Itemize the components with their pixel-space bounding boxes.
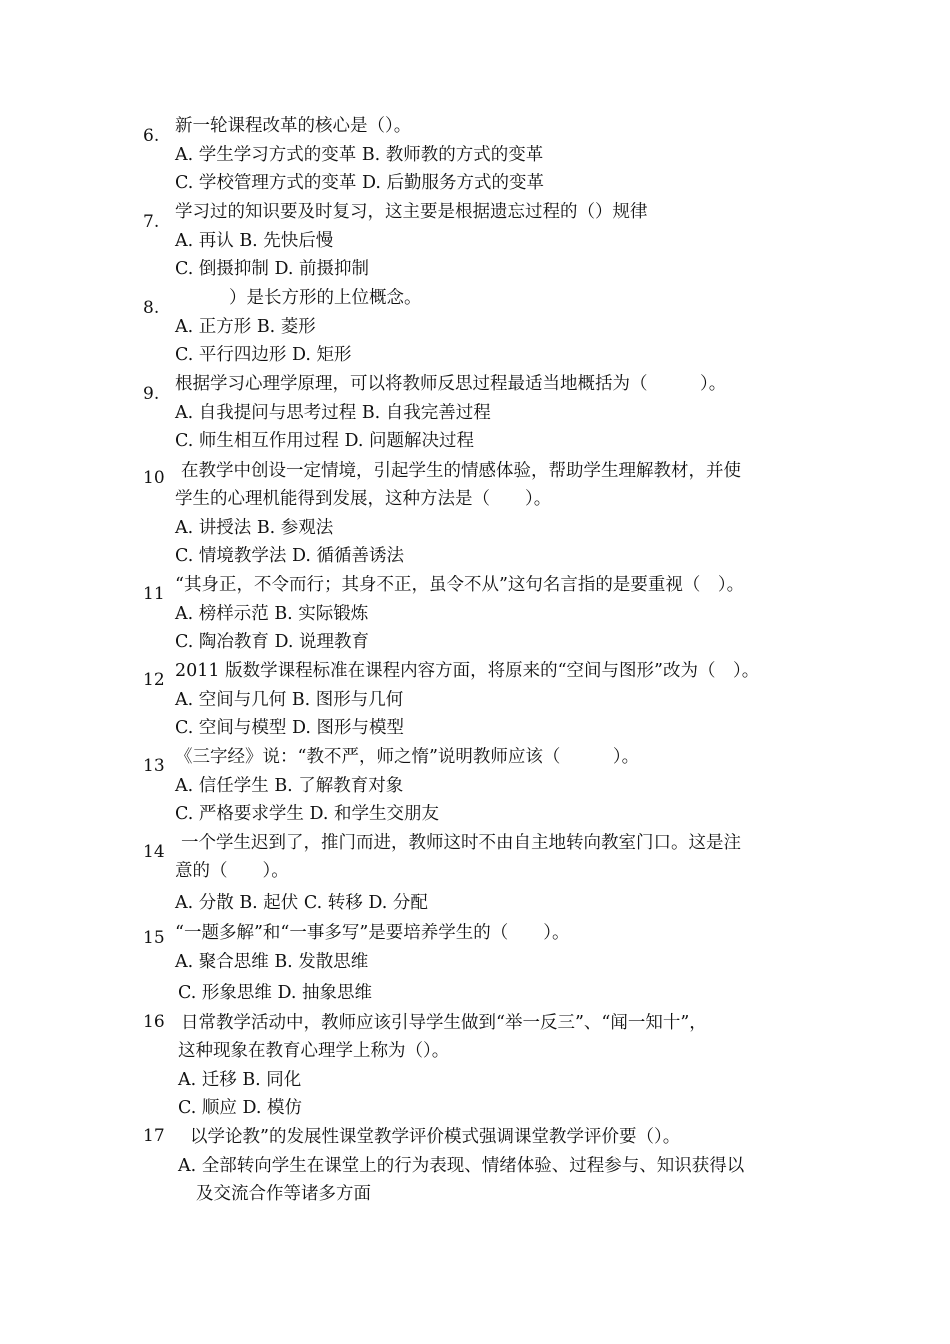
option-line: A. 迁移 B. 同化 bbox=[178, 1070, 302, 1090]
question-stem: 在教学中创设一定情境，引起学生的情感体验，帮助学生理解教材，并使 bbox=[181, 461, 741, 481]
option-line: 及交流合作等诸多方面 bbox=[196, 1184, 371, 1204]
option-line: A. 自我提问与思考过程 B. 自我完善过程 bbox=[175, 403, 491, 423]
option-line: C. 空间与模型 D. 图形与模型 bbox=[175, 718, 404, 738]
question-stem: 新一轮课程改革的核心是（）。 bbox=[175, 116, 412, 136]
option-line: A. 榜样示范 B. 实际锻炼 bbox=[175, 604, 369, 624]
option-line: A. 学生学习方式的变革 B. 教师教的方式的变革 bbox=[175, 145, 544, 165]
question-stem: 以学论教”的发展性课堂教学评价模式强调课堂教学评价要（）。 bbox=[190, 1127, 681, 1147]
option-line: C. 顺应 D. 模仿 bbox=[178, 1098, 302, 1118]
question-number: 12 bbox=[143, 670, 165, 690]
option-line: A. 聚合思维 B. 发散思维 bbox=[175, 952, 369, 972]
question-number: 8. bbox=[143, 298, 160, 318]
option-line: C. 严格要求学生 D. 和学生交朋友 bbox=[175, 804, 439, 824]
option-line: A. 信任学生 B. 了解教育对象 bbox=[175, 776, 404, 796]
question-number: 9. bbox=[143, 384, 160, 404]
question-stem: 根据学习心理学原理，可以将教师反思过程最适当地概括为（ ）。 bbox=[175, 374, 727, 394]
option-line: C. 学校管理方式的变革 D. 后勤服务方式的变革 bbox=[175, 173, 544, 193]
option-line: A. 空间与几何 B. 图形与几何 bbox=[175, 690, 404, 710]
question-number: 6. bbox=[143, 126, 160, 146]
question-number: 14 bbox=[143, 842, 165, 862]
question-stem: 日常教学活动中，教师应该引导学生做到“举一反三”、“闻一知十”， bbox=[181, 1013, 707, 1033]
question-stem: 《三字经》说：“教不严，师之惰”说明教师应该（ ）。 bbox=[175, 747, 640, 767]
option-line: C. 师生相互作用过程 D. 问题解决过程 bbox=[175, 431, 474, 451]
question-stem: 学生的心理机能得到发展，这种方法是（ ）。 bbox=[175, 489, 552, 509]
option-line: A. 讲授法 B. 参观法 bbox=[175, 518, 334, 538]
option-line: C. 陶冶教育 D. 说理教育 bbox=[175, 632, 369, 652]
option-line: C. 倒摄抑制 D. 前摄抑制 bbox=[175, 259, 369, 279]
question-stem: 2011 版数学课程标准在课程内容方面，将原来的“空间与图形”改为（ ）。 bbox=[175, 661, 760, 681]
option-line: A. 再认 B. 先快后慢 bbox=[175, 231, 334, 251]
question-number: 11 bbox=[143, 584, 165, 604]
question-stem: 这种现象在教育心理学上称为（）。 bbox=[178, 1041, 450, 1061]
option-line: A. 全部转向学生在课堂上的行为表现、情绪体验、过程参与、知识获得以 bbox=[178, 1156, 745, 1176]
option-line: A. 正方形 B. 菱形 bbox=[175, 317, 316, 337]
question-stem: 意的（ ）。 bbox=[175, 861, 289, 881]
option-line: C. 形象思维 D. 抽象思维 bbox=[178, 983, 372, 1003]
question-stem: 一个学生迟到了，推门而进，教师这时不由自主地转向教室门口。这是注 bbox=[181, 833, 741, 853]
question-stem: “一题多解”和“一事多写”是要培养学生的（ ）。 bbox=[175, 923, 570, 943]
question-number: 15 bbox=[143, 928, 165, 948]
question-stem: ）是长方形的上位概念。 bbox=[229, 288, 422, 308]
option-line: C. 情境教学法 D. 循循善诱法 bbox=[175, 546, 404, 566]
question-stem: 学习过的知识要及时复习，这主要是根据遗忘过程的（）规律 bbox=[175, 202, 648, 222]
option-line: A. 分散 B. 起伏 C. 转移 D. 分配 bbox=[175, 893, 428, 913]
question-stem: “其身正，不令而行；其身不正，虽令不从”这句名言指的是要重视（ ）。 bbox=[175, 575, 745, 595]
question-number: 7. bbox=[143, 212, 160, 232]
question-number: 16 bbox=[143, 1012, 165, 1032]
option-line: C. 平行四边形 D. 矩形 bbox=[175, 345, 352, 365]
question-number: 17 bbox=[143, 1126, 165, 1146]
question-number: 13 bbox=[143, 756, 165, 776]
question-number: 10 bbox=[143, 468, 165, 488]
